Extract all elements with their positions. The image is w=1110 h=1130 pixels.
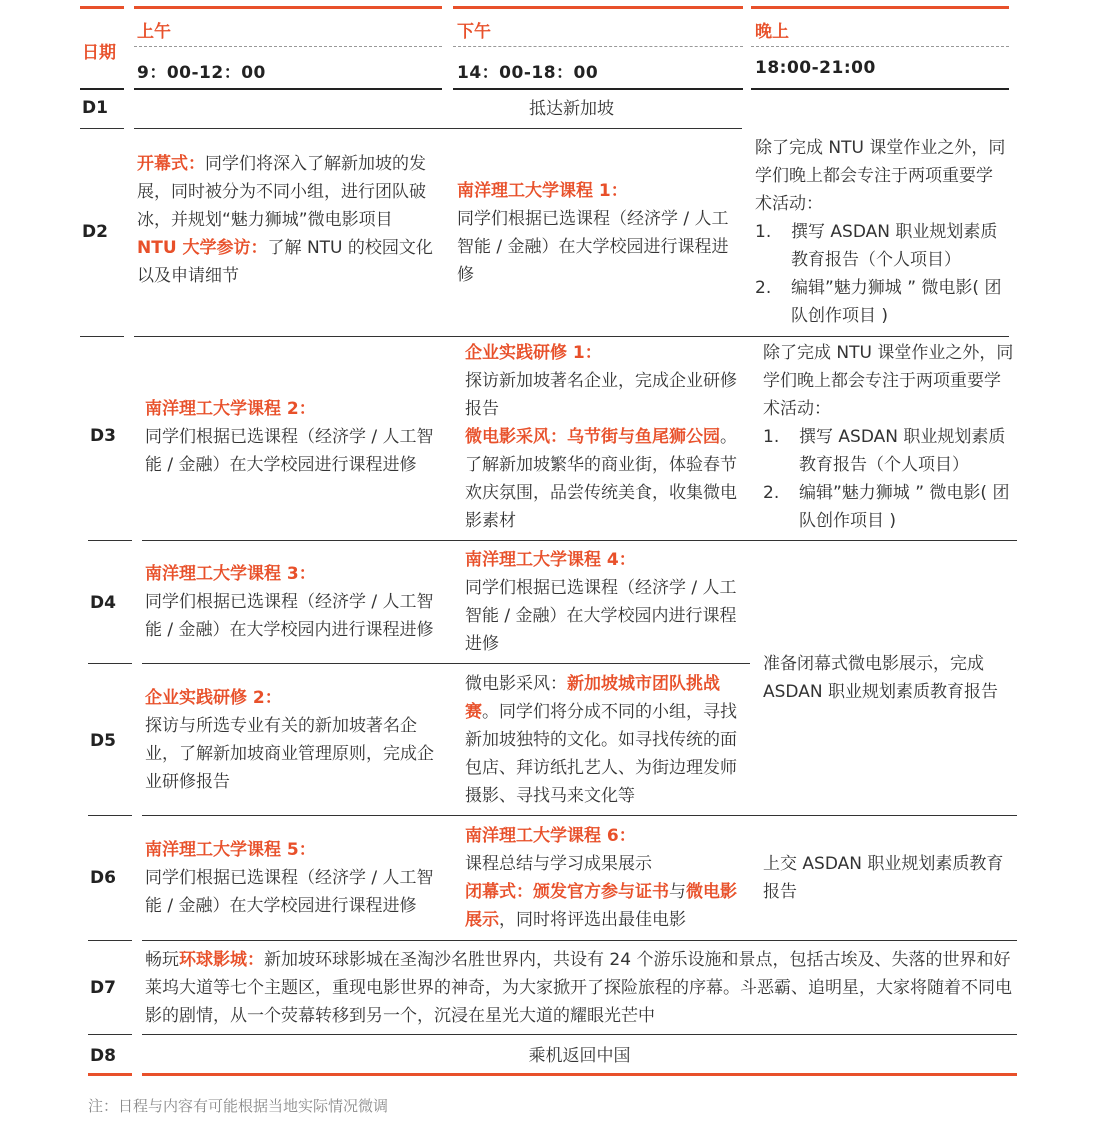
d3-evening-intro: 除了完成 NTU 课堂作业之外，同学们晚上都会专注于两项重要学术活动： (763, 343, 1014, 419)
d8-activity: 乘机返回中国 (528, 1046, 631, 1066)
header-bottom-rule-date (80, 88, 124, 90)
row-rule (88, 663, 132, 664)
d5-afternoon-cell (465, 670, 748, 810)
d5-enterprise-text: 探访与所选专业有关的新加坡著名企业，了解新加坡商业管理原则，完成企业研修报告 (145, 716, 434, 792)
d6-evening-cell: 上交 ASDAN 职业规划素质教育报告 (763, 854, 1004, 902)
d4-afternoon-course-title: 南洋理工大学课程 4： (465, 550, 636, 570)
d3-course-title: 南洋理工大学课程 2： (145, 399, 316, 419)
day-label-d3: D3 (90, 426, 116, 446)
afternoon-time: 14：00-18：00 (457, 63, 599, 83)
footnote: 注：日程与内容有可能根据当地实际情况微调 (88, 1097, 389, 1115)
d2-course-title: 南洋理工大学课程 1： (457, 181, 628, 201)
list-item: 2. 编辑”魅力狮城 ” 微电影( 团队创作项目 ) (755, 278, 1002, 326)
row-rule (134, 336, 1009, 337)
morning-header: 上午 (137, 22, 171, 42)
d6-closing-title: 闭幕式：颁发官方参与证书 (465, 882, 669, 902)
d4-course-text: 同学们根据已选课程（经济学 / 人工智能 / 金融）在大学校园内进行课程进修 (145, 592, 434, 640)
d3-enterprise-text: 探访新加坡著名企业，完成企业研修报告 (465, 371, 737, 419)
d2-ntu-visit-text: 了解 NTU 的校园文化以及申请细节 (137, 238, 433, 286)
morning-time: 9：00-12：00 (137, 63, 266, 83)
d3-enterprise-title: 企业实践研修 1： (465, 343, 602, 363)
d4-course-title: 南洋理工大学课程 3： (145, 564, 316, 584)
row-rule (134, 128, 742, 129)
row-rule (88, 540, 132, 541)
d2-course-text: 同学们根据已选课程（经济学 / 人工智能 / 金融）在大学校园进行课程进修 (457, 209, 729, 285)
d7-universal-title: 环球影城： (179, 950, 264, 970)
list-item: 2. 编辑”魅力狮城 ” 微电影( 团队创作项目 ) (763, 483, 1010, 531)
header-dash-morning (134, 46, 442, 47)
day-label-d7: D7 (90, 978, 116, 998)
day-label-d2: D2 (82, 222, 108, 242)
row-rule (80, 128, 124, 129)
row-rule (142, 1034, 1017, 1035)
header-rule-afternoon (453, 6, 743, 9)
d4-morning-cell (145, 560, 450, 644)
row-rule (88, 940, 132, 941)
d3-film-text: 了解新加坡繁华的商业街，体验春节欢庆氛围，品尝传统美食，收集微电影素材 (465, 455, 737, 531)
d5-morning-cell (145, 684, 450, 796)
d6-closing-text: ，同时将评选出最佳电影 (499, 910, 686, 930)
d3-morning-cell (145, 395, 450, 479)
list-item: 1. 撰写 ASDAN 职业规划素质教育报告（个人项目） (763, 427, 1006, 475)
evening-time: 18:00-21:00 (755, 58, 876, 78)
d5-film-title: 新加坡城市团队挑战赛 (465, 674, 720, 722)
d6-film-show-title: 微电影展示 (465, 882, 737, 930)
header-bottom-rule-evening (751, 88, 1009, 90)
day-label-d5: D5 (90, 731, 116, 751)
day-label-d4: D4 (90, 593, 116, 613)
d2-opening-title: 开幕式： (137, 154, 205, 174)
d5-enterprise-title: 企业实践研修 2： (145, 688, 282, 708)
d7-universal-text: 新加坡环球影城在圣淘沙名胜世界内，共设有 24 个游乐设施和景点，包括古埃及、失落的世界和好莱坞大道等七个主题区，重现电影世界的神奇，为大家掀开了探险旅程的序幕。斗恶霸、追明星，大家将随着不同电影的剧情，从一个荧幕转移到另一个，沉浸在星光大道的耀眼光芒中 (145, 950, 1012, 1026)
day-label-d8: D8 (90, 1046, 116, 1066)
d6-course-title: 南洋理工大学课程 5： (145, 840, 316, 860)
d3-afternoon-cell: 企业实践研修 1： 探访新加坡著名企业，完成企业研修报告 微电影采风：乌节街与鱼尾狮公园。了解新加坡繁华的商业街，体验春节欢庆氛围，品尝传统美食，收集微电影素材 (465, 343, 737, 531)
d4-afternoon-course-text: 同学们根据已选课程（经济学 / 人工智能 / 金融）在大学校园内进行课程进修 (465, 578, 737, 654)
d2-opening-text: 同学们将深入了解新加坡的发展，同时被分为不同小组，进行团队破冰，并规划“魅力狮城”微电影项目 (137, 154, 426, 230)
row-rule (142, 663, 750, 664)
d3-film-title: 微电影采风：乌节街与鱼尾狮公园 (465, 427, 720, 447)
evening-header: 晚上 (755, 22, 789, 42)
header-rule-morning (134, 6, 442, 9)
d4-d5-evening-cell: 准备闭幕式微电影展示，完成 ASDAN 职业规划素质教育报告 (763, 654, 998, 702)
d3-evening-cell (763, 339, 1017, 535)
d1-activity: 抵达新加坡 (529, 99, 614, 119)
header-bottom-rule-afternoon (453, 88, 743, 90)
day-label-d6: D6 (90, 868, 116, 888)
d2-morning-cell (137, 150, 442, 290)
d2-evening-cell (755, 134, 1009, 330)
afternoon-header: 下午 (457, 22, 491, 42)
d5-film-text: 。同学们将分成不同的小组，寻找新加坡独特的文化。如寻找传统的面包店、拜访纸扎艺人、为街边理发师摄影、寻找马来文化等 (465, 702, 737, 806)
table-bottom-rule (88, 1073, 132, 1076)
list-item: 1. 撰写 ASDAN 职业规划素质教育报告（个人项目） (755, 222, 998, 270)
d6-afternoon-cell: 南洋理工大学课程 6： 课程总结与学习成果展示 闭幕式：颁发官方参与证书与微电影展示，同时将评选出最佳电影 (465, 826, 737, 930)
d3-course-text: 同学们根据已选课程（经济学 / 人工智能 / 金融）在大学校园进行课程进修 (145, 427, 434, 475)
d7-activity (145, 946, 1017, 1030)
header-rule-evening (751, 6, 1009, 9)
table-bottom-rule (142, 1073, 1017, 1076)
d6-morning-cell (145, 836, 450, 920)
d4-afternoon-cell (465, 546, 748, 658)
date-column-header: 日期 (82, 43, 116, 63)
header-bottom-rule-morning (134, 88, 442, 90)
row-rule (142, 540, 1017, 541)
row-rule (80, 336, 124, 337)
row-rule (88, 1034, 132, 1035)
row-rule (142, 940, 1017, 941)
d5-film-prefix: 微电影采风： (465, 674, 567, 694)
day-label-d1: D1 (82, 98, 108, 118)
row-rule (88, 815, 132, 816)
d6-course-text: 同学们根据已选课程（经济学 / 人工智能 / 金融）在大学校园进行课程进修 (145, 868, 434, 916)
d2-afternoon-cell (457, 177, 742, 289)
d7-prefix: 畅玩 (145, 950, 179, 970)
d6-course6-text: 课程总结与学习成果展示 (465, 854, 652, 874)
header-dash-afternoon (453, 46, 743, 47)
row-rule (142, 815, 1017, 816)
d6-course6-title: 南洋理工大学课程 6： (465, 826, 636, 846)
d2-evening-intro: 除了完成 NTU 课堂作业之外，同学们晚上都会专注于两项重要学术活动： (755, 138, 1006, 214)
header-dash-evening (751, 46, 1009, 47)
d2-ntu-visit-title: NTU 大学参访： (137, 238, 268, 258)
header-rule-date (80, 6, 124, 9)
